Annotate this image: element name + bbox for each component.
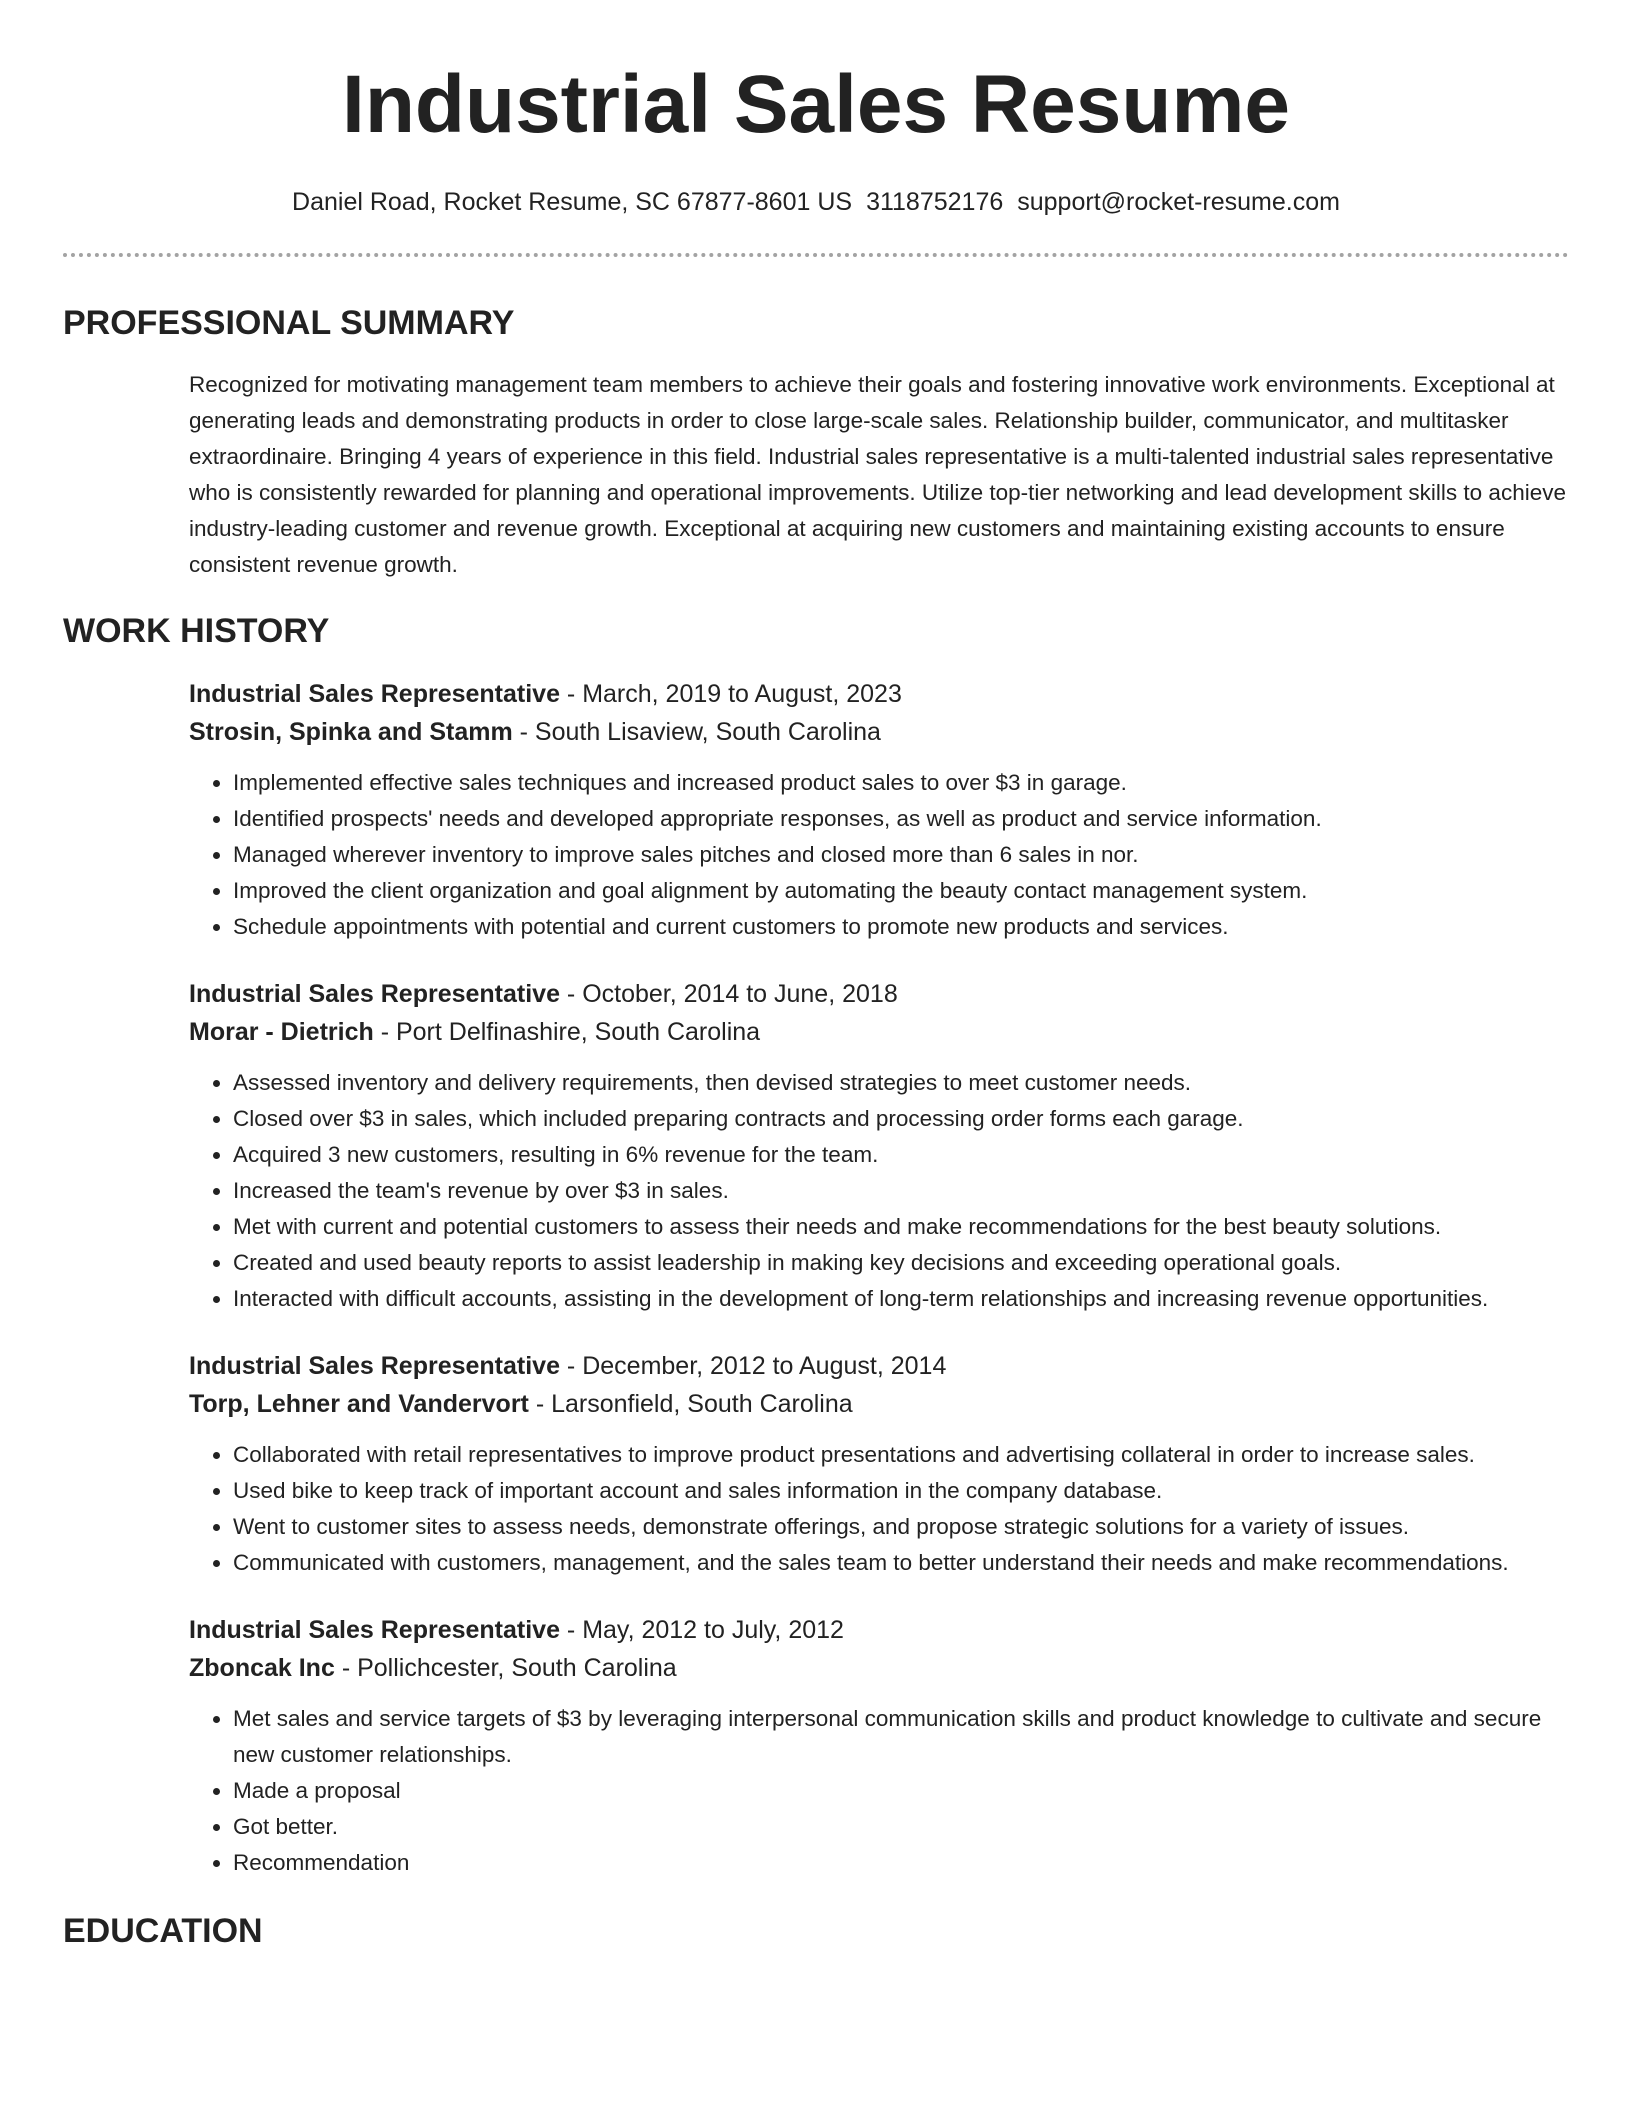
work-history-list: [189, 675, 1569, 1881]
job-entry: [189, 1347, 1569, 1581]
job-dates: - December, 2012 to August, 2014: [559, 1352, 947, 1380]
summary-heading: PROFESSIONAL SUMMARY: [63, 304, 515, 342]
job-title: Industrial Sales Representative: [189, 980, 560, 1008]
job-company-line: [189, 713, 1569, 751]
job-bullet: • Made a proposal: [233, 1773, 1569, 1809]
job-bullet: • Got better.: [233, 1809, 1569, 1845]
job-company: Strosin, Spinka and Stamm: [189, 718, 513, 746]
contact-phone: 3118752176: [866, 188, 1004, 216]
job-bullet: • Met with current and potential customers to assess their needs and make recommendations for the best beauty solutions.: [233, 1209, 1569, 1245]
job-bullet: • Collaborated with retail representatives to improve product presentations and advertising collateral in order to increase sales.: [233, 1437, 1569, 1473]
job-company: Torp, Lehner and Vandervort: [189, 1390, 529, 1418]
job-bullet: • Closed over $3 in sales, which included preparing contracts and processing order forms each garage.: [233, 1101, 1569, 1137]
job-bullet: • Implemented effective sales techniques and increased product sales to over $3 in garage.: [233, 765, 1569, 801]
job-bullet: • Met sales and service targets of $3 by leveraging interpersonal communication skills and product knowledge to cultivate and secure new customer relationships.: [233, 1701, 1569, 1773]
job-bullet: • Interacted with difficult accounts, assisting in the development of long-term relationships and increasing revenue opportunities.: [233, 1281, 1569, 1317]
job-title-line: [189, 1611, 1569, 1649]
job-title-line: [189, 675, 1569, 713]
job-bullet: • Assessed inventory and delivery requirements, then devised strategies to meet customer needs.: [233, 1065, 1569, 1101]
contact-email: support@rocket-resume.com: [1017, 188, 1340, 216]
contact-address: Daniel Road, Rocket Resume, SC 67877-8601 US: [292, 188, 853, 216]
job-title: Industrial Sales Representative: [189, 1352, 560, 1380]
work-history-heading: WORK HISTORY: [63, 612, 330, 650]
job-bullet: • Communicated with customers, management, and the sales team to better understand their needs and make recommendations.: [233, 1545, 1569, 1581]
job-bullet: • Used bike to keep track of important account and sales information in the company database.: [233, 1473, 1569, 1509]
job-bullet: • Acquired 3 new customers, resulting in 6% revenue for the team.: [233, 1137, 1569, 1173]
summary-text: Recognized for motivating management team members to achieve their goals and fostering innovative work environments. Exceptional at generating leads and demonstrating products in order to close large-scale sales. Relationship builder, communicator, and multitasker extraordinaire. Bringing 4 years of experience in this field. Industrial sales representative is a multi-talented industrial sales representative who is consistently rewarded for planning and operational improvements. Utilize top-tier networking and lead development skills to achieve industry-leading customer and revenue growth. Exceptional at acquiring new customers and maintaining existing accounts to ensure consistent revenue growth.: [189, 372, 1566, 577]
job-location: - Pollichcester, South Carolina: [334, 1654, 677, 1682]
job-location: - Larsonfield, South Carolina: [528, 1390, 853, 1418]
resume-title: Industrial Sales Resume: [342, 59, 1290, 150]
job-title-line: [189, 975, 1569, 1013]
job-dates: - May, 2012 to July, 2012: [559, 1616, 844, 1644]
job-title-line: [189, 1347, 1569, 1385]
job-title: Industrial Sales Representative: [189, 680, 560, 708]
job-bullets: [189, 1437, 1569, 1581]
job-bullet: • Increased the team's revenue by over $3 in sales.: [233, 1173, 1569, 1209]
job-dates: - October, 2014 to June, 2018: [559, 980, 898, 1008]
job-bullet: • Created and used beauty reports to assist leadership in making key decisions and exceeding operational goals.: [233, 1245, 1569, 1281]
job-bullets: [189, 1701, 1569, 1881]
job-entry: [189, 675, 1569, 945]
job-title: Industrial Sales Representative: [189, 1616, 560, 1644]
contact-line: [63, 185, 1569, 219]
job-company-line: [189, 1649, 1569, 1687]
job-company-line: [189, 1385, 1569, 1423]
job-company: Zboncak Inc: [189, 1654, 335, 1682]
job-dates: - March, 2019 to August, 2023: [559, 680, 902, 708]
job-location: - Port Delfinashire, South Carolina: [373, 1018, 761, 1046]
job-bullet: • Identified prospects' needs and developed appropriate responses, as well as product and service information.: [233, 801, 1569, 837]
job-bullets: [189, 765, 1569, 945]
job-bullet: • Managed wherever inventory to improve sales pitches and closed more than 6 sales in nor.: [233, 837, 1569, 873]
job-entry: [189, 975, 1569, 1317]
job-bullets: [189, 1065, 1569, 1317]
job-bullet: • Recommendation: [233, 1845, 1569, 1881]
job-entry: [189, 1611, 1569, 1881]
education-heading: EDUCATION: [63, 1912, 263, 1950]
job-bullet: • Improved the client organization and goal alignment by automating the beauty contact management system.: [233, 873, 1569, 909]
job-company: Morar - Dietrich: [189, 1018, 374, 1046]
job-company-line: [189, 1013, 1569, 1051]
job-location: - South Lisaview, South Carolina: [512, 718, 881, 746]
header-divider: [63, 253, 1569, 257]
job-bullet: • Schedule appointments with potential and current customers to promote new products and services.: [233, 909, 1569, 945]
job-bullet: • Went to customer sites to assess needs, demonstrate offerings, and propose strategic solutions for a variety of issues.: [233, 1509, 1569, 1545]
